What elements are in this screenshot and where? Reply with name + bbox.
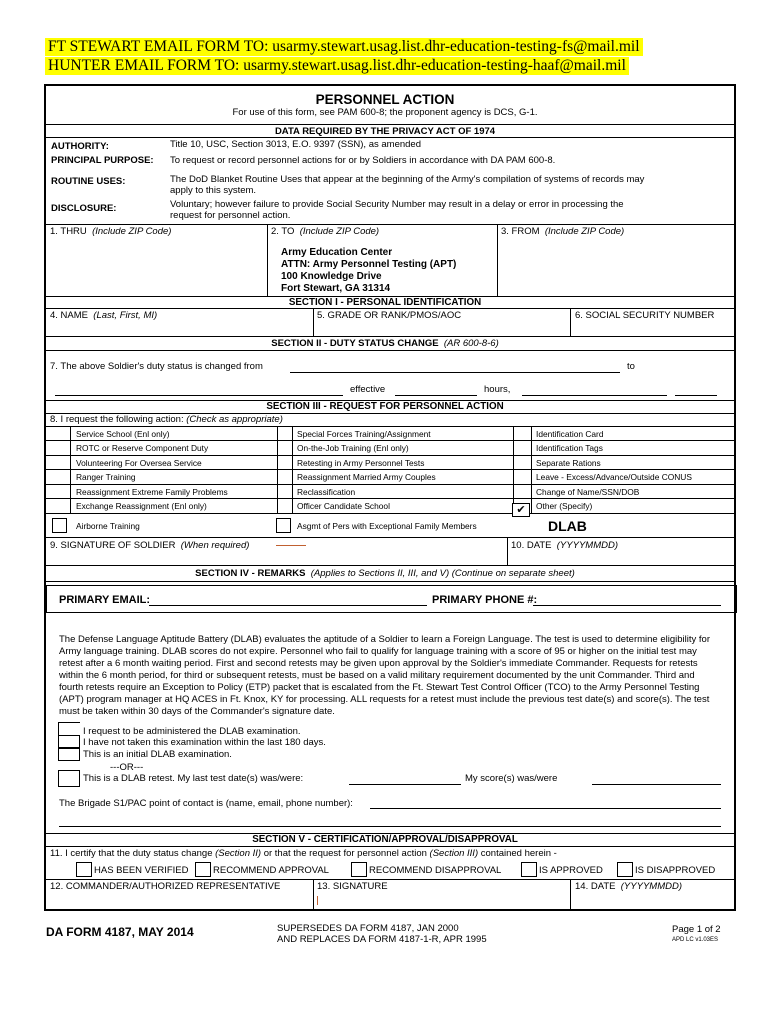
form-id: DA FORM 4187, MAY 2014 [46, 925, 194, 939]
to-address-line-1[interactable]: Army Education Center [281, 247, 393, 258]
duty-to-field[interactable] [55, 395, 343, 396]
duty-effective-label: effective [350, 384, 386, 395]
supersedes-2: AND REPLACES DA FORM 4187-1-R, APR 1995 [277, 934, 487, 945]
from-label: 3. FROM (Include ZIP Code) [501, 226, 625, 237]
duty-hours-field[interactable] [522, 395, 667, 396]
retest-dates-field[interactable] [349, 784, 461, 785]
date-14-label: 14. DATE (YYYYMMDD) [575, 881, 682, 892]
action-exchange[interactable]: Exchange Reassignment (Enl only) [76, 501, 207, 511]
disapproved-checkbox[interactable] [617, 862, 633, 877]
disclosure-text-2: request for personnel action. [170, 210, 291, 221]
action-retesting[interactable]: Retesting in Army Personnel Tests [297, 458, 425, 468]
section-4-header: SECTION IV - REMARKS (Applies to Sections II, III, and V) (Continue on separate sheet) [195, 568, 575, 579]
duty-status-text: 7. The above Soldier's duty status is changed from [50, 361, 263, 372]
page-number: Page 1 of 2 [672, 924, 721, 935]
section-3-header: SECTION III - REQUEST FOR PERSONNEL ACTION [266, 401, 504, 412]
hunter-email-line: HUNTER EMAIL FORM TO: usarmy.stewart.usag.list.dhr-education-testing-haaf@mail.mil [45, 57, 629, 75]
disclosure-label: DISCLOSURE: [51, 203, 117, 214]
action-airborne[interactable]: Airborne Training [76, 521, 140, 531]
action-id-tags[interactable]: Identification Tags [536, 443, 603, 453]
req3-text: This is an initial DLAB examination. [83, 749, 232, 760]
action-other[interactable]: Other (Specify) [536, 501, 593, 511]
name-label: 4. NAME (Last, First, MI) [50, 310, 158, 321]
disclosure-text: Voluntary; however failure to provide Social Security Number may result in a delay or error in processing the [170, 199, 624, 210]
signature-13-field[interactable] [317, 896, 318, 905]
action-special-forces[interactable]: Special Forces Training/Assignment [297, 429, 431, 439]
primary-phone-label: PRIMARY PHONE #: [432, 594, 538, 606]
airborne-checkbox[interactable] [52, 518, 67, 533]
action-separate-rations[interactable]: Separate Rations [536, 458, 601, 468]
action-volunteering[interactable]: Volunteering For Oversea Service [76, 458, 202, 468]
req2-checkbox[interactable] [58, 748, 80, 761]
action-reassign-family[interactable]: Reassignment Extreme Family Problems [76, 487, 228, 497]
commander-label: 12. COMMANDER/AUTHORIZED REPRESENTATIVE [50, 881, 281, 892]
opt-verified: HAS BEEN VERIFIED [94, 865, 189, 876]
req1-checkbox[interactable] [58, 735, 80, 748]
date-10-label: 10. DATE (YYYYMMDD) [511, 540, 618, 551]
privacy-header: DATA REQUIRED BY THE PRIVACY ACT OF 1974 [274, 126, 496, 137]
action-reclassification[interactable]: Reclassification [297, 487, 356, 497]
action-name-change[interactable]: Change of Name/SSN/DOB [536, 487, 640, 497]
primary-email-label: PRIMARY EMAIL: [59, 594, 151, 606]
req2-text: I have not taken this examination within the last 180 days. [83, 737, 326, 748]
req1-text: I request to be administered the DLAB examination. [83, 726, 301, 737]
asgmt-checkbox[interactable] [276, 518, 291, 533]
other-specify-value[interactable]: DLAB [548, 518, 587, 534]
action-ranger[interactable]: Ranger Training [76, 472, 136, 482]
to-address-line-2[interactable]: ATTN: Army Personnel Testing (APT) [281, 259, 457, 270]
form-version: APD LC v1.03ES [672, 937, 719, 943]
to-address-line-4[interactable]: Fort Stewart, GA 31314 [281, 283, 391, 294]
other-checkbox[interactable]: ✔ [512, 503, 530, 517]
routine-uses-text: The DoD Blanket Routine Uses that appear at the beginning of the Army's compilation of systems of records may [170, 174, 645, 185]
action-leave[interactable]: Leave - Excess/Advance/Outside CONUS [536, 472, 692, 482]
principal-purpose-text: To request or record personnel actions for or by Soldiers in accordance with DA PAM 600-8. [170, 155, 556, 166]
recommend-disapproval-checkbox[interactable] [351, 862, 367, 877]
retest-checkbox[interactable] [58, 770, 80, 787]
grade-label: 5. GRADE OR RANK/PMOS/AOC [317, 310, 462, 321]
authority-label: AUTHORITY: [51, 141, 109, 152]
authority-text: Title 10, USC, Section 3013, E.O. 9397 (SSN), as amended [170, 139, 421, 150]
opt-disapproved: IS DISAPPROVED [635, 865, 716, 876]
duty-hours-field-2[interactable] [675, 395, 717, 396]
duty-effective-field[interactable] [395, 395, 477, 396]
principal-purpose-label: PRINCIPAL PURPOSE: [51, 155, 154, 166]
supersedes-1: SUPERSEDES DA FORM 4187, JAN 2000 [277, 923, 459, 934]
request-label: 8. I request the following action: (Check as appropriate) [50, 414, 283, 425]
verified-checkbox[interactable] [76, 862, 92, 877]
action-rotc[interactable]: ROTC or Reserve Component Duty [76, 443, 209, 453]
brigade-poc-text: The Brigade S1/PAC point of contact is (name, email, phone number): [59, 798, 353, 809]
ssn-label: 6. SOCIAL SECURITY NUMBER [575, 310, 715, 321]
routine-uses-text-2: apply to this system. [170, 185, 257, 196]
action-id-card[interactable]: Identification Card [536, 429, 604, 439]
signature-13-label: 13. SIGNATURE [317, 881, 388, 892]
opt-approved: IS APPROVED [539, 865, 603, 876]
action-ocs[interactable]: Officer Candidate School [297, 501, 390, 511]
primary-phone-field[interactable] [533, 605, 721, 606]
duty-from-field[interactable] [290, 372, 620, 373]
section-1-header: SECTION I - PERSONAL IDENTIFICATION [288, 297, 482, 308]
to-address-line-3[interactable]: 100 Knowledge Drive [281, 271, 382, 282]
certify-text: 11. I certify that the duty status change (Section II) or that the request for personnel action (Section III) contained herein - [50, 848, 557, 859]
brigade-poc-field-2[interactable] [59, 826, 721, 827]
or-text: ---OR--- [110, 762, 144, 773]
opt-recommend-disapproval: RECOMMEND DISAPPROVAL [369, 865, 502, 876]
section-2-header: SECTION II - DUTY STATUS CHANGE (AR 600-8-6) [271, 338, 499, 349]
form-title: PERSONNEL ACTION [315, 92, 455, 107]
routine-uses-label: ROUTINE USES: [51, 176, 126, 187]
to-label: 2. TO (Include ZIP Code) [271, 226, 380, 237]
signature-soldier-field[interactable] [276, 545, 306, 546]
form-subtitle: For use of this form, see PAM 600-8; the proponent agency is DCS, G-1. [232, 107, 538, 118]
approved-checkbox[interactable] [521, 862, 537, 877]
retest-scores-field[interactable] [592, 784, 721, 785]
action-married-couples[interactable]: Reassignment Married Army Couples [297, 472, 436, 482]
ft-stewart-email-line: FT STEWART EMAIL FORM TO: usarmy.stewart.usag.list.dhr-education-testing-fs@mail.mil [45, 38, 643, 56]
brigade-poc-field[interactable] [370, 808, 721, 809]
action-ojt[interactable]: On-the-Job Training (Enl only) [297, 443, 409, 453]
remarks-paragraph: The Defense Language Aptitude Battery (DLAB) evaluates the aptitude of a Soldier to learn a Foreign Language. The test is used to determine eligibility for Army language training. DLAB scores do not expire. Personnel who fail to qualify for language training with a score of 95 or higher on the initial test may retest after a 6 month waiting period. First and second retests may be given upon approval by the Soldier's immediate Commander. Requests for retests within the 6 month period, for third or subsequent retests, must be based on a valid military requirement documented by the unit Commander. Third and fourth retests require an Exception to Policy (ETP) packet that is escalated from the Ft. Stewart Test Control Officer (TCO) to the Army Personnel Testing (APT) program manager at HQ ACES in Ft. Knox, KY for processing. ALL requests for a retest must include the previous test date(s) and score(s). The test must be taken within 30 days of the Commander's signature date. [59, 634, 710, 717]
retest-text: This is a DLAB retest. My last test date(s) was/were: [83, 773, 304, 784]
score-text: My score(s) was/were [465, 773, 558, 784]
action-asgmt-efmp[interactable]: Asgmt of Pers with Exceptional Family Members [297, 521, 477, 531]
primary-email-field[interactable] [149, 605, 427, 606]
thru-label: 1. THRU (Include ZIP Code) [50, 226, 172, 237]
signature-soldier-label: 9. SIGNATURE OF SOLDIER (When required) [50, 540, 250, 551]
section-5-header: SECTION V - CERTIFICATION/APPROVAL/DISAPPROVAL [252, 834, 518, 845]
duty-to-label: to [627, 361, 635, 372]
recommend-approval-checkbox[interactable] [195, 862, 211, 877]
action-service-school[interactable]: Service School (Enl only) [76, 429, 170, 439]
opt-recommend-approval: RECOMMEND APPROVAL [213, 865, 329, 876]
duty-hours-label: hours, [484, 384, 511, 395]
